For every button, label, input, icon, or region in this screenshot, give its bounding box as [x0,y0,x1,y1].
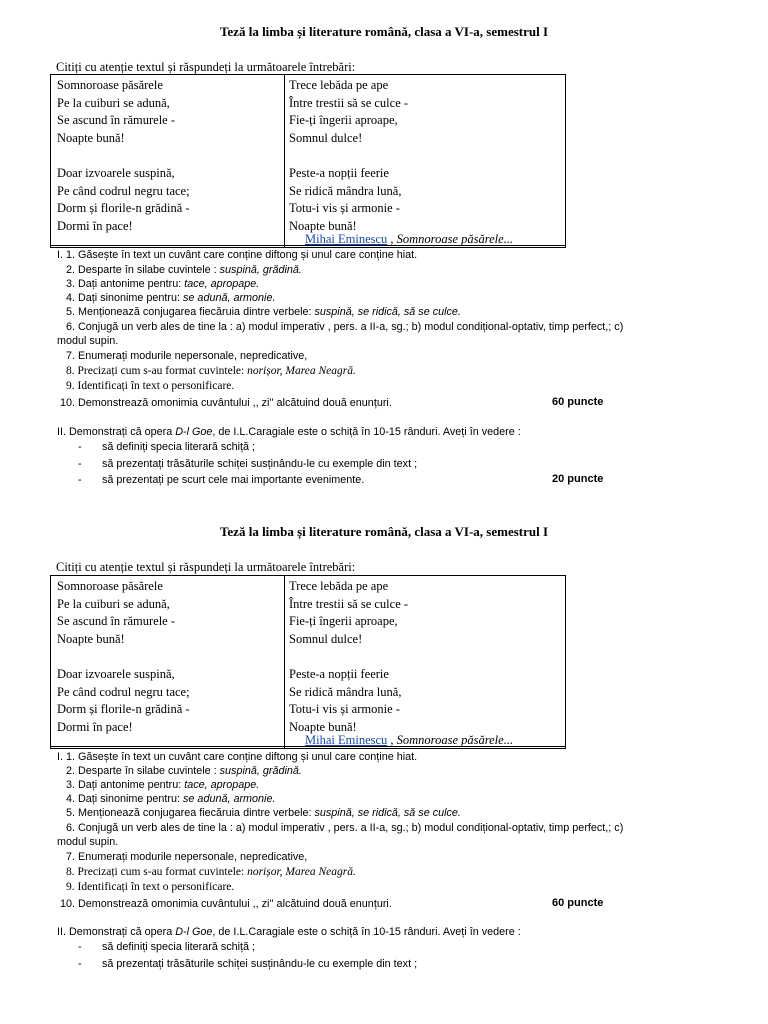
poem-column-divider [284,576,285,748]
instructions: Citiți cu atenție textul și răspundeți la următoarele întrebări: [56,560,356,574]
bullet-text: să prezentați trăsăturile schiței susținându-le cu exemple din text ; [102,958,418,970]
work-title: D-l Goe [175,926,213,938]
poem-left-column [57,578,190,736]
poem-source [50,231,566,248]
poem-line: Dormi în pace! [57,719,133,734]
question-2 [66,764,302,778]
question-10: 10. Demonstrează omonimia cuvântului ,, zi'' alcătuind două enunțuri. [60,397,392,409]
stanza-gap [289,648,408,666]
poem-left-column [57,77,190,235]
poem-line: Pe când codrul negru tace; [57,684,190,699]
question-5 [66,806,461,820]
poem-line: Dormi în pace! [57,218,133,233]
bullet-text: să definiți specia literară schiță ; [102,441,256,453]
poem-line: Peste-a nopții feerie [289,666,389,681]
question-1: I. 1. Găsește în text un cuvânt care conține diftong și unul care conține hiat. [57,751,418,763]
question-7: 7. Enumerați modurile nepersonale, nepredicative, [66,350,308,362]
question-6: 6. Conjugă un verb ales de tine la : a) modul imperativ , pers. a II-a, sg.; b) modul condițional-optativ, timp perfect,; c) [66,321,624,333]
poem-line: Totu-i vis și armonie - [289,201,400,216]
exam-title: Teză la limba și literature română, clasa a VI-a, semestrul I [219,524,549,539]
poem-line: Doar izvoarele suspină, [57,165,175,180]
question-10: 10. Demonstrează omonimia cuvântului ,, zi'' alcătuind două enunțuri. [60,898,392,910]
question-words: suspină, grădină. [219,765,302,777]
question-text: II. Demonstrați că opera [57,926,176,938]
exam-title: Teză la limba și literature română, clasa a VI-a, semestrul I [219,24,549,39]
poem-line: Pe când codrul negru tace; [57,183,190,198]
poem-line: Se ridică mândra lună, [289,183,402,198]
question-7: 7. Enumerați modurile nepersonale, nepredicative, [66,851,308,863]
question-6-continued: modul supin. [57,836,119,848]
bullet-dash: - [78,941,82,953]
source-separator: , [387,733,397,747]
author-link[interactable]: Mihai Eminescu [305,232,388,246]
poem-line: Pe la cuiburi se adună, [57,95,170,110]
question-6: 6. Conjugă un verb ales de tine la : a) modul imperativ , pers. a II-a, sg.; b) modul condițional-optativ, timp perfect,; c) [66,822,624,834]
question-words: suspină, se ridică, să se culce. [314,306,461,318]
points-part-2: 20 puncte [552,473,604,485]
poem-line: Totu-i vis și armonie - [289,702,400,717]
question-8 [66,865,356,879]
poem-line: Dorm și florile-n grădină - [57,702,190,717]
points-part-1: 60 puncte [552,897,604,909]
author-link[interactable]: Mihai Eminescu [305,733,388,747]
stanza-gap [289,147,408,165]
work-title: D-l Goe [175,426,213,438]
question-4 [66,792,275,806]
question-9: 9. Identificați în text o personificare. [66,881,235,893]
poem-box [50,575,566,747]
poem-box [50,74,566,246]
question-6-continued: modul supin. [57,335,119,347]
stanza-gap [57,648,190,666]
question-3 [66,778,259,792]
question-text: 3. Dați antonime pentru: [66,779,185,791]
question-words: se adună, armonie. [183,793,276,805]
poem-line: Se ridică mândra lună, [289,684,402,699]
poem-line: Somnul dulce! [289,631,363,646]
question-text: 4. Dați sinonime pentru: [66,292,184,304]
poem-line: Noapte bună! [289,719,357,734]
question-words: suspină, grădină. [219,264,302,276]
question-words: tace, apropape. [184,779,260,791]
question-text: 5. Menționează conjugarea fiecăruia dintre verbele: [66,306,315,318]
question-words: suspină, se ridică, să se culce. [314,807,461,819]
poem-line: Se ascund în rămurele - [57,113,176,128]
question-9: 9. Identificați în text o personificare. [66,380,235,392]
poem-line: Peste-a nopții feerie [289,165,389,180]
poem-line: Somnul dulce! [289,130,363,145]
question-text: 8. Precizați cum s-au format cuvintele: [66,866,248,878]
question-text: 8. Precizați cum s-au format cuvintele: [66,365,248,377]
poem-line: Pe la cuiburi se adună, [57,596,170,611]
question-5 [66,305,461,319]
question-3 [66,277,259,291]
poem-right-column [289,578,408,736]
work-title: Somnoroase păsărele... [396,232,514,246]
poem-source [50,732,566,749]
bullet-dash: - [78,441,82,453]
question-8 [66,364,356,378]
question-words: se adună, armonie. [183,292,276,304]
poem-line: Doar izvoarele suspină, [57,666,175,681]
question-text: 4. Dați sinonime pentru: [66,793,184,805]
question-ii [57,425,521,439]
poem-line: Noapte bună! [289,218,357,233]
poem-right-column [289,77,408,235]
poem-line: Somnoroase păsărele [57,78,163,92]
bullet-text: să definiți specia literară schiță ; [102,941,256,953]
poem-line: Noapte bună! [57,631,125,646]
question-words: norișor, Marea Neagră. [247,866,356,878]
poem-line: Se ascund în rămurele - [57,614,176,629]
poem-line: Între trestii să se culce - [289,95,409,110]
question-text: 2. Desparte în silabe cuvintele : [66,264,220,276]
question-words: norișor, Marea Neagră. [247,365,356,377]
instructions: Citiți cu atenție textul și răspundeți la următoarele întrebări: [56,60,356,74]
poem-line: Între trestii să se culce - [289,596,409,611]
poem-line: Trece lebăda pe ape [289,78,389,92]
question-words: tace, apropape. [184,278,260,290]
question-text: , de I.L.Caragiale este o schiță în 10-15 rânduri. Aveți în vedere : [212,426,521,438]
stanza-gap [57,147,190,165]
question-text: 3. Dați antonime pentru: [66,278,185,290]
question-text: II. Demonstrați că opera [57,426,176,438]
poem-line: Trece lebăda pe ape [289,579,389,593]
bullet-dash: - [78,458,82,470]
question-text: , de I.L.Caragiale este o schiță în 10-15 rânduri. Aveți în vedere : [212,926,521,938]
poem-line: Fie-ți îngerii aproape, [289,113,398,128]
question-text: 5. Menționează conjugarea fiecăruia dintre verbele: [66,807,315,819]
work-title: Somnoroase păsărele... [396,733,514,747]
poem-line: Fie-ți îngerii aproape, [289,614,398,629]
poem-line: Somnoroase păsărele [57,579,163,593]
question-4 [66,291,275,305]
poem-line: Dorm și florile-n grădină - [57,201,190,216]
bullet-text: să prezentați trăsăturile schiței susținându-le cu exemple din text ; [102,458,418,470]
question-text: 2. Desparte în silabe cuvintele : [66,765,220,777]
bullet-text: să prezentați pe scurt cele mai importante evenimente. [102,474,365,486]
bullet-dash: - [78,958,82,970]
points-part-1: 60 puncte [552,396,604,408]
poem-column-divider [284,75,285,247]
question-1: I. 1. Găsește în text un cuvânt care conține diftong și unul care conține hiat. [57,249,418,261]
source-separator: , [387,232,397,246]
question-ii [57,925,521,939]
question-2 [66,263,302,277]
poem-line: Noapte bună! [57,130,125,145]
bullet-dash: - [78,474,82,486]
